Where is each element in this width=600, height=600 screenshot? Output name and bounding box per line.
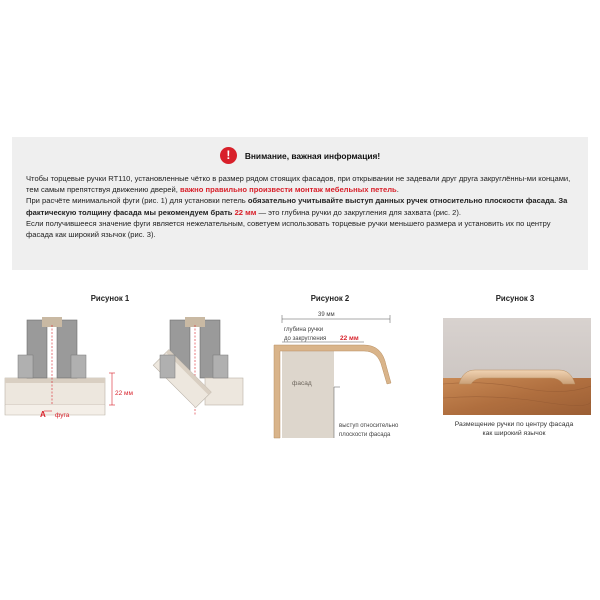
figure-1-drawing [0,305,250,435]
notice-paragraph-1: Чтобы торцевые ручки RT110, установленные чётко в размер рядом стоящих фасадов, при открывании не задевали друг друга закруглённы-ми концами, тем самым препятствуя движению дверей, важно правильно произвести монтаж мебельных петель. [26,174,571,195]
figure-3-title: Рисунок 3 [495,294,535,303]
figure-2-drawing [260,305,420,440]
notice-title: Внимание, важная информация! [244,150,381,161]
figure-3-caption-2: как широкий язычок [482,430,546,437]
figure-1-gap-label: фуга [55,412,70,419]
figure-2-depth-label-1: глубина ручки [284,327,324,333]
exclamation-icon: ! [220,147,237,164]
figure-3-photo [443,318,591,415]
figure-2-depth-value: 22 мм [340,335,359,342]
figure-1-gap-letter: A [40,410,46,419]
notice-paragraph-3: Если получившееся значение фуги является нежелательным, советуем использовать торцевые ручки меньшего размера и установить их по центру фасада как широкий язычок (рис. 3). [26,218,551,240]
figure-2-facade-label: фасад [292,380,312,387]
figure-3-caption-1: Размещение ручки по центру фасада [454,421,574,428]
figure-2-projection-2: плоскости фасада [339,432,391,438]
figure-2-depth-label-2: до закругления [284,336,327,342]
notice-panel [12,137,588,270]
figure-1-dim-22: 22 мм [115,390,133,397]
notice-paragraph-2: При расчёте минимальной фуги (рис. 1) для установки петель обязательно учитывайте выступ данных ручек относительно плоскости фасада. За фактическую толщину фасада мы рекомендуем брать 22 мм — это глубина ручки до закругления для захвата (рис. 2). [26,196,568,217]
figure-1-title: Рисунок 1 [90,294,130,303]
figure-2-title: Рисунок 2 [310,294,350,303]
notice-header [26,147,574,164]
figure-2-projection-1: выступ относительно [339,423,399,429]
figure-2-width: 39 мм [318,312,335,318]
